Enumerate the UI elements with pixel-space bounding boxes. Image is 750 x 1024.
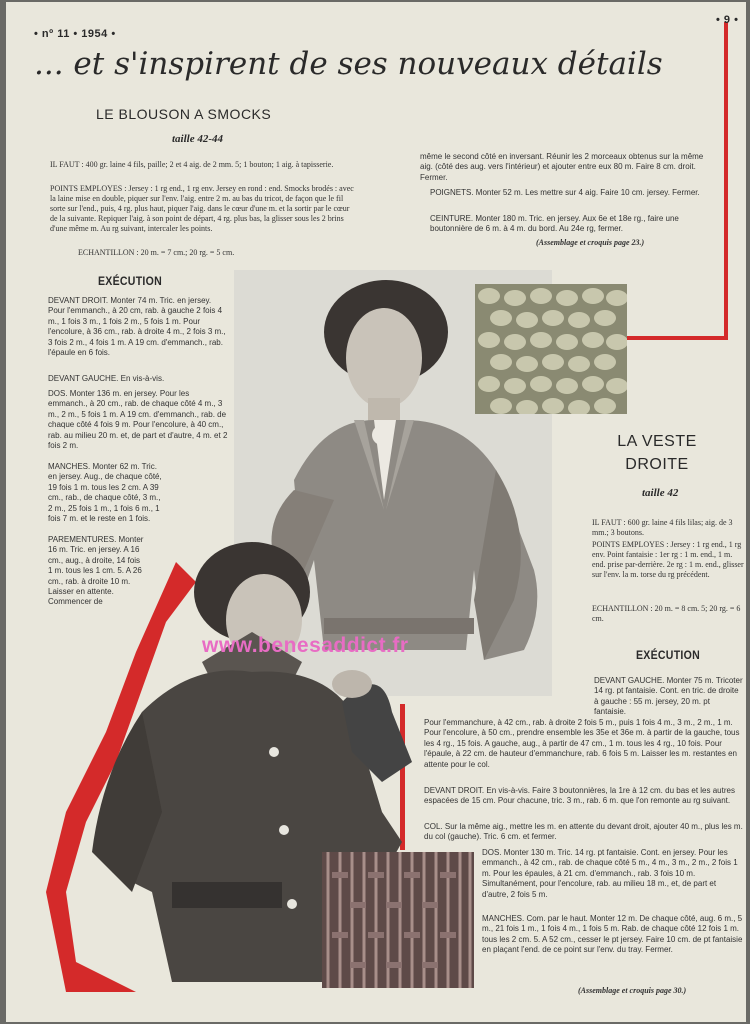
blouson-reference: (Assemblage et croquis page 23.) — [536, 238, 645, 247]
blouson-parementures: PAREMENTURES. Monter 16 m. Tric. en jersey. A 16 cm., aug., à droite, 14 fois 1 m. tous les 1 cm. 5. A 26 cm., rab. à droite 10 m. Laisser en attente. Commencer de — [48, 535, 144, 607]
veste-title — [612, 430, 702, 476]
veste-dos: DOS. Monter 130 m. Tric. 14 rg. pt fantaisie. Cont. en jersey. Pour les emmanch., à 42 cm., rab. de chaque côté 5 m., 4 m., 3 m., 2 m., 2 fois 1 m. Pour les épaules, à 21 cm. d'emmanch., rab. 3 fois 10 m. Simultanément, pour l'encolure, rab. au milieu 18 m., et, de part et d'autre, 2 fois 5 m. — [482, 848, 738, 899]
blouson-il-faut: IL FAUT : 400 gr. laine 4 fils, paille; 2 et 4 aig. de 2 mm. 5; 1 bouton; 1 aig. à tapisserie. — [50, 160, 334, 169]
blouson-manches: MANCHES. Monter 62 m. Tric. en jersey. Aug., de chaque côté, 19 fois 1 m. tous les 2 cm. A 39 cm., rab., de chaque côté, 3 m., 2 m., 25 fois 1 m., 1 fois 6 m., 1 fois 7 m. et le reste en 1 fois. — [48, 462, 162, 524]
veste-title-line1: LA VESTE — [617, 433, 697, 450]
page-number: • 9 • — [716, 14, 739, 26]
veste-devant-droit: DEVANT DROIT. En vis-à-vis. Faire 3 boutonnières, la 1re à 12 cm. du bas et les autres espacées de 15 cm. Pour chacune, tric. 3 m., rab. 6 m. que l'on remonte au rg suivant. — [424, 786, 735, 806]
blouson-title: LE BLOUSON A SMOCKS — [96, 106, 272, 122]
veste-execution-heading: EXÉCUTION — [636, 648, 700, 662]
swatch-point-fantaisie — [475, 284, 627, 414]
magazine-page — [6, 2, 746, 1022]
watermark: www.benesaddict.fr — [202, 634, 409, 657]
veste-devant-gauche-a: DEVANT GAUCHE. Monter 75 m. Tricoter 14 rg. pt fantaisie. Cont. en tric. de droite à gauche : 55 m. jersey, 20 m. pt fantaisie. — [594, 676, 743, 717]
blouson-execution-heading: EXÉCUTION — [98, 274, 162, 288]
swatch-smocks — [322, 852, 474, 988]
blouson-ceinture: CEINTURE. Monter 180 m. Tric. en jersey. Aux 6e et 18e rg., faire une boutonnière de 6 m. à 4 m. du bord. Au 24e rg, fermer. — [430, 214, 679, 234]
veste-il-faut: IL FAUT : 600 gr. laine 4 fils lilas; aig. de 3 mm.; 3 boutons. — [592, 518, 733, 537]
veste-title-line2: DROITE — [625, 456, 689, 473]
veste-reference: (Assemblage et croquis page 30.) — [578, 986, 687, 995]
red-rule-top — [724, 22, 728, 340]
veste-size: taille 42 — [642, 487, 679, 499]
blouson-size: taille 42-44 — [172, 133, 224, 145]
blouson-devant-gauche: DEVANT GAUCHE. En vis-à-vis. — [48, 374, 165, 383]
blouson-echantillon: ECHANTILLON : 20 m. = 7 cm.; 20 rg. = 5 cm. — [78, 248, 235, 257]
page-title: ... et s'inspirent de ses nouveaux détails — [34, 46, 663, 82]
blouson-devant-droit: DEVANT DROIT. Monter 74 m. Tric. en jersey. Pour l'emmanch., à 20 cm, rab. à gauche 2 fois 4 m., 1 fois 3 m., 1 fois 2 m., 5 fois 1 m. Pour l'encolure, à 36 cm., rab. à droite 4 m., 2 fois 3 m., 3 fois 2 m., 4 fois 1 m. A 19 cm. d'emmanch., rab. l'épaule en 6 fois. — [48, 296, 226, 358]
blouson-points: POINTS EMPLOYES : Jersey : 1 rg end., 1 rg env. Jersey en rond : end. Smocks brodés : avec la laine mise en double, piquer sur l'env. l'aig. entre 2 m. au bas du tricot, de façon que le fil sorte sur l'end., puis, 4 rg. plus haut, piquer l'aig. dans le cœur d'une m. et la sortir par le cœur de la suivante. Repiquer l'aig. à son point de départ, 4 rg. plus bas, la glisser sous les 2 brins d'une même m. Au rg suivant, intercaler les points. — [50, 184, 354, 233]
veste-manches: MANCHES. Com. par le haut. Monter 12 m. De chaque côté, aug. 6 m., 5 m., 21 fois 1 m., 1 fois 4 m., 1 fois 5 m. Rab. de chaque côté 12 fois 1 m. tous les 2 cm. 5. A 52 cm., cesser le pt jersey. Faire 10 cm. de pt fantaisie en plaçant l'end. de ce point sur l'env. du tray. Fermer. — [482, 914, 743, 955]
issue-number: • nº 11 • 1954 • — [34, 28, 116, 40]
veste-points: POINTS EMPLOYES : Jersey : 1 rg end., 1 rg env. Point fantaisie : 1er rg : 1 m. end., 1 m. end. prise par-derrière. 2e rg : 1 m. end., glisser sur l'env. la m. torse du rg précédent. — [592, 540, 744, 579]
veste-echantillon: ECHANTILLON : 20 m. = 8 cm. 5; 20 rg. = 6 cm. — [592, 604, 741, 623]
blouson-poignets: POIGNETS. Monter 52 m. Les mettre sur 4 aig. Faire 10 cm. jersey. Fermer. — [430, 188, 700, 197]
red-rule-horizontal — [626, 336, 728, 340]
blouson-dos: DOS. Monter 136 m. en jersey. Pour les emmanch., à 20 cm., rab. de chaque côté 4 m., 3 m., 2 m., 5 fois 1 m. A 19 cm. d'emmanch., rab. de chaque côté 4 fois 9 m. Pour l'encolure, à 40 cm., rab. au milieu 20 m. et, de part et d'autre, 4 m. et 2 fois 2 m. — [48, 389, 228, 451]
veste-col: COL. Sur la même aig., mettre les m. en attente du devant droit, ajouter 40 m., plus les m. du col (gauche). Tric. 6 cm. et fermer. — [424, 822, 743, 842]
blouson-suite: même le second côté en inversant. Réunir les 2 morceaux obtenus sur la même aig. (côté des aug. vers l'intérieur) et ajouter entre eux 80 m. Faire 8 cm. droit. Fermer. — [420, 152, 704, 182]
veste-devant-gauche-b: Pour l'emmanchure, à 42 cm., rab. à droite 2 fois 5 m., puis 1 fois 4 m., 3 m., 2 m., 1 m. Pour l'encolure, à 50 cm., prendre ensemble les 35e et 36e m. à partir de la gauche, tous les 4 rg., 15 fois. A gauche, aug., à partir de 47 cm., 1 m. tous les 4 rg., 10 fois. Pour l'épaule, à 22 cm. de hauteur d'emmanchure, rab. 6 fois 5 m. Laisser les m. restantes en attente pour le col. — [424, 718, 740, 769]
